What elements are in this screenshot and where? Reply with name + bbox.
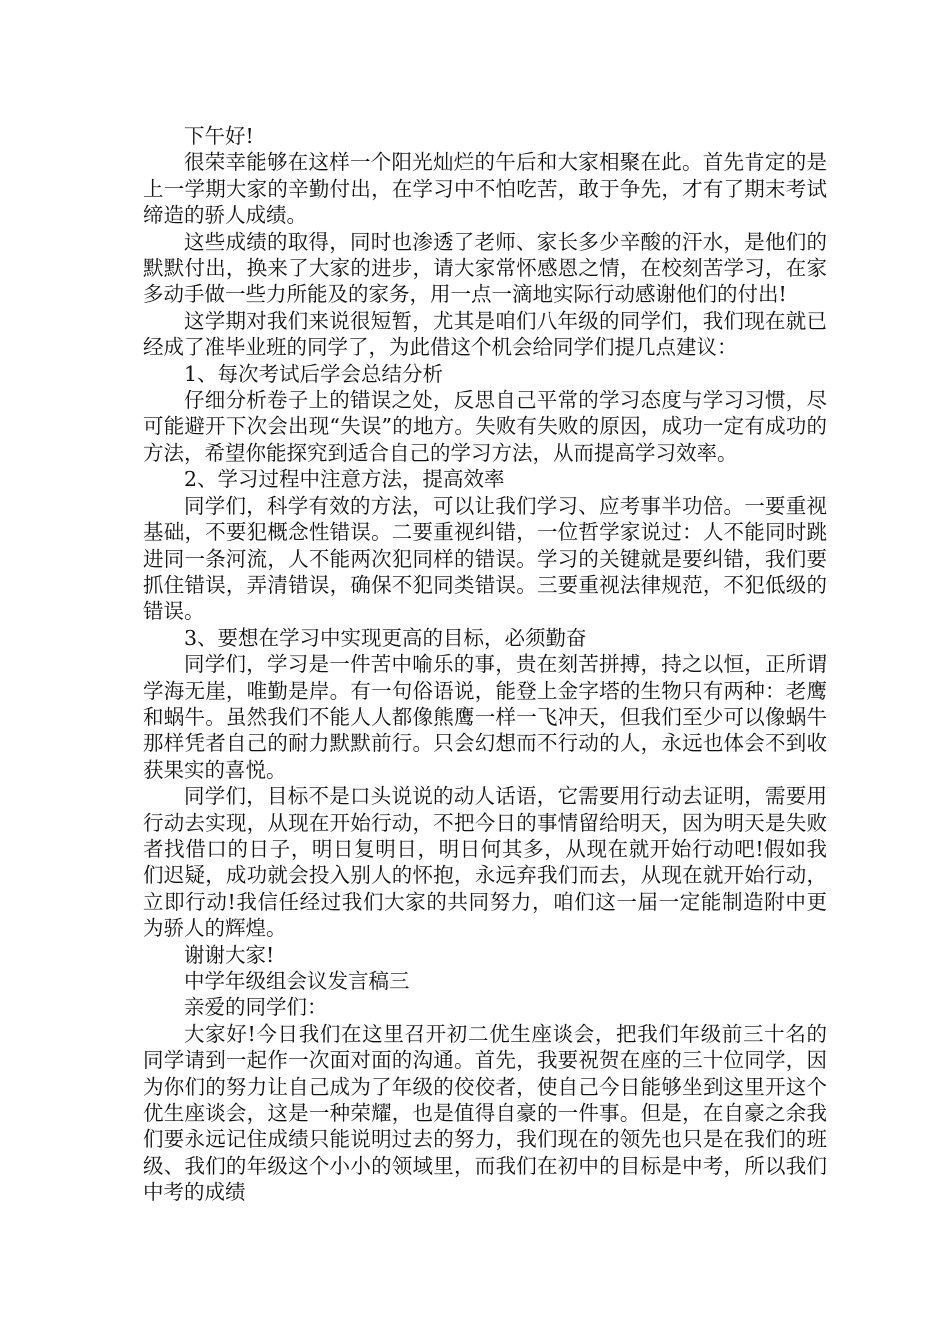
paragraph: 大家好!今日我们在这里召开初二优生座谈会，把我们年级前三十名的同学请到一起作一次面对面的沟通。首先，我要祝贺在座的三十位同学，因为你们的努力让自己成为了年级的佼佼者，使自己今日能够坐到这里开这个优生座谈会，这是一种荣耀，也是值得自豪的一件事。但是，在自豪之余我们要永远记住成绩只能说明过去的努力，我们现在的领先也只是在我们的班级、我们的年级这个小小的领域里，而我们在初中的目标是中考，所以我们中考的成绩	[143, 1021, 827, 1205]
salutation: 亲爱的同学们：	[184, 995, 328, 1020]
section-heading: 3、要想在学习中实现更高的目标，必须勤奋	[184, 625, 587, 650]
greeting: 下午好!	[184, 124, 254, 148]
closing: 谢谢大家!	[184, 942, 275, 967]
document-body	[143, 123, 827, 1206]
paragraph: 同学们，科学有效的方法，可以让我们学习、应考事半功倍。一要重视基础，不要犯概念性错误。二要重视纠错，一位哲学家说过：人不能同时跳进同一条河流，人不能两次犯同样的错误。学习的关键就是要纠错，我们要抓住错误，弄清错误，确保不犯同类错误。三要重视法律规范，不犯低级的错误。	[143, 493, 827, 624]
paragraph: 这学期对我们来说很短暂，尤其是咱们八年级的同学们，我们现在就已经成了准毕业班的同学了，为此借这个机会给同学们提几点建议：	[143, 308, 827, 360]
paragraph: 很荣幸能够在这样一个阳光灿烂的午后和大家相聚在此。首先肯定的是上一学期大家的辛勤付出，在学习中不怕吃苦，敢于争先，才有了期末考试缔造的骄人成绩。	[143, 150, 827, 228]
section-heading: 1、每次考试后学会总结分析	[184, 361, 444, 386]
paragraph: 仔细分析卷子上的错误之处，反思自己平常的学习态度与学习习惯，尽可能避开下次会出现“失误”的地方。失败有失败的原因，成功一定有成功的方法，希望你能探究到适合自己的学习方法，从而提高学习效率。	[143, 388, 827, 465]
paragraph: 同学们，学习是一件苦中喻乐的事，贵在刻苦拼搏，持之以恒，正所谓学海无崖，唯勤是岸。有一句俗语说，能登上金字塔的生物只有两种：老鹰和蜗牛。虽然我们不能人人都像熊鹰一样一飞冲天，但我们至少可以像蜗牛那样凭者自己的耐力默默前行。只会幻想而不行动的人，永远也体会不到收获果实的喜悦。	[143, 652, 827, 782]
paragraph: 同学们，目标不是口头说说的动人话语，它需要用行动去证明，需要用行动去实现，从现在开始行动，不把今日的事情留给明天，因为明天是失败者找借口的日子，明日复明日，明日何其多，从现在就开始行动吧!假如我们迟疑，成功就会投入别人的怀抱，永远弃我们而去，从现在就开始行动，立即行动!我信任经过我们大家的共同努力，咱们这一届一定能制造附中更为骄人的辉煌。	[143, 784, 827, 941]
speech-title: 中学年级组会议发言稿三	[184, 969, 410, 993]
section-heading: 2、学习过程中注意方法，提高效率	[184, 467, 505, 492]
paragraph: 这些成绩的取得，同时也渗透了老师、家长多少辛酸的汗水，是他们的默默付出，换来了大家的进步，请大家常怀感恩之情，在校刻苦学习，在家多动手做一些力所能及的家务，用一点一滴地实际行动感谢他们的付出!	[143, 229, 827, 307]
